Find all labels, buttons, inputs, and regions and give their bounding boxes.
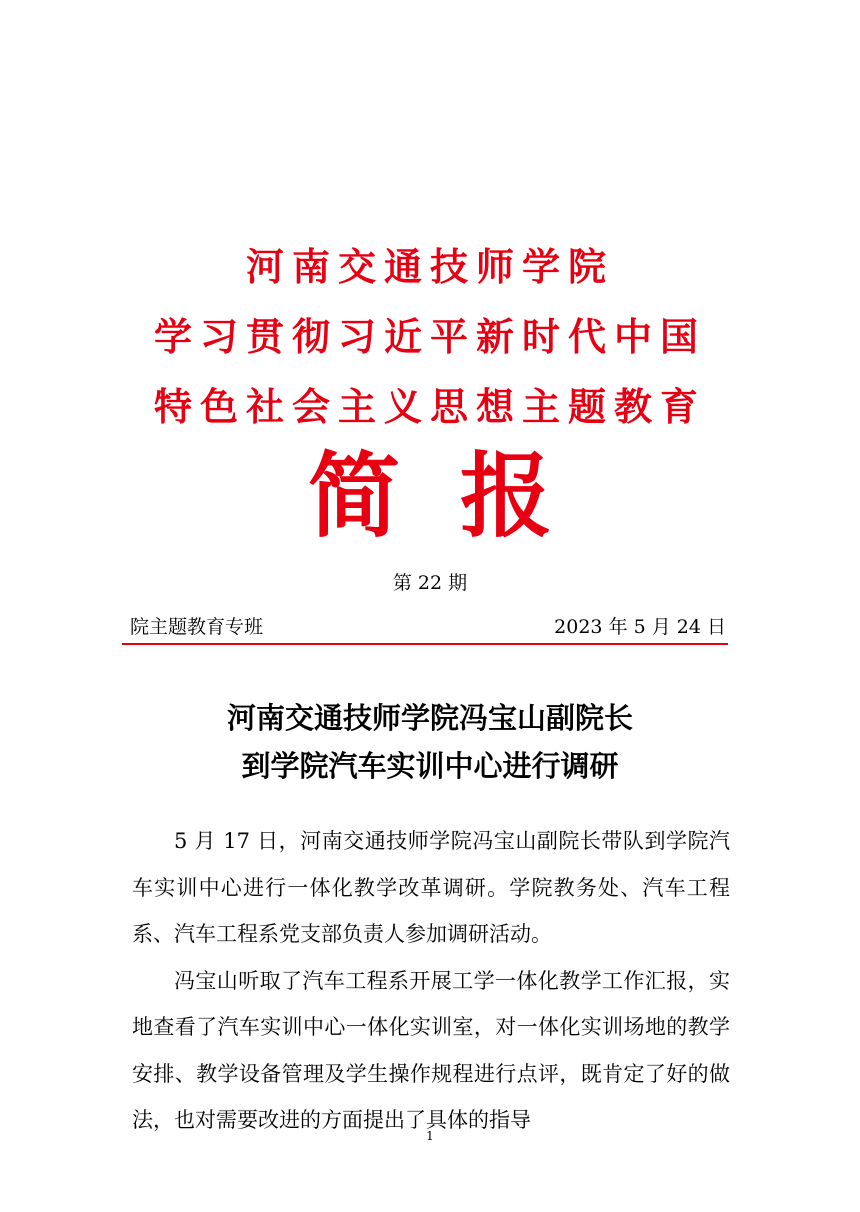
masthead-line-1: 河南交通技师学院: [245, 245, 614, 289]
issue-date: 2023 年 5 月 24 日: [554, 616, 726, 638]
page-number: 1: [426, 1129, 434, 1143]
article-paragraph: 冯宝山听取了汽车工程系开展工学一体化教学工作汇报，实地查看了汽车实训中心一体化实训室，对一体化实训场地的教学安排、教学设备管理及学生操作规程进行点评，既肯定了好的做法，也对需要改进的方面提出了具体的指导: [132, 968, 730, 1132]
article-body: [132, 818, 730, 1144]
masthead-line-3: 特色社会主义思想主题教育: [153, 385, 706, 429]
brief-title: 简报: [307, 442, 612, 550]
article-headline-line-2: 到学院汽车实训中心进行调研: [241, 749, 619, 783]
red-divider-line: [122, 643, 728, 645]
masthead-line-2: 学习贯彻习近平新时代中国: [153, 315, 706, 359]
article-headline-line-1: 河南交通技师学院冯宝山副院长: [226, 701, 633, 735]
issue-number: 第 22 期: [392, 572, 468, 594]
issuer: 院主题教育专班: [130, 616, 264, 638]
article-paragraph: 5 月 17 日，河南交通技师学院冯宝山副院长带队到学院汽车实训中心进行一体化教学改革调研。学院教务处、汽车工程系、汽车工程系党支部负责人参加调研活动。: [132, 829, 730, 946]
